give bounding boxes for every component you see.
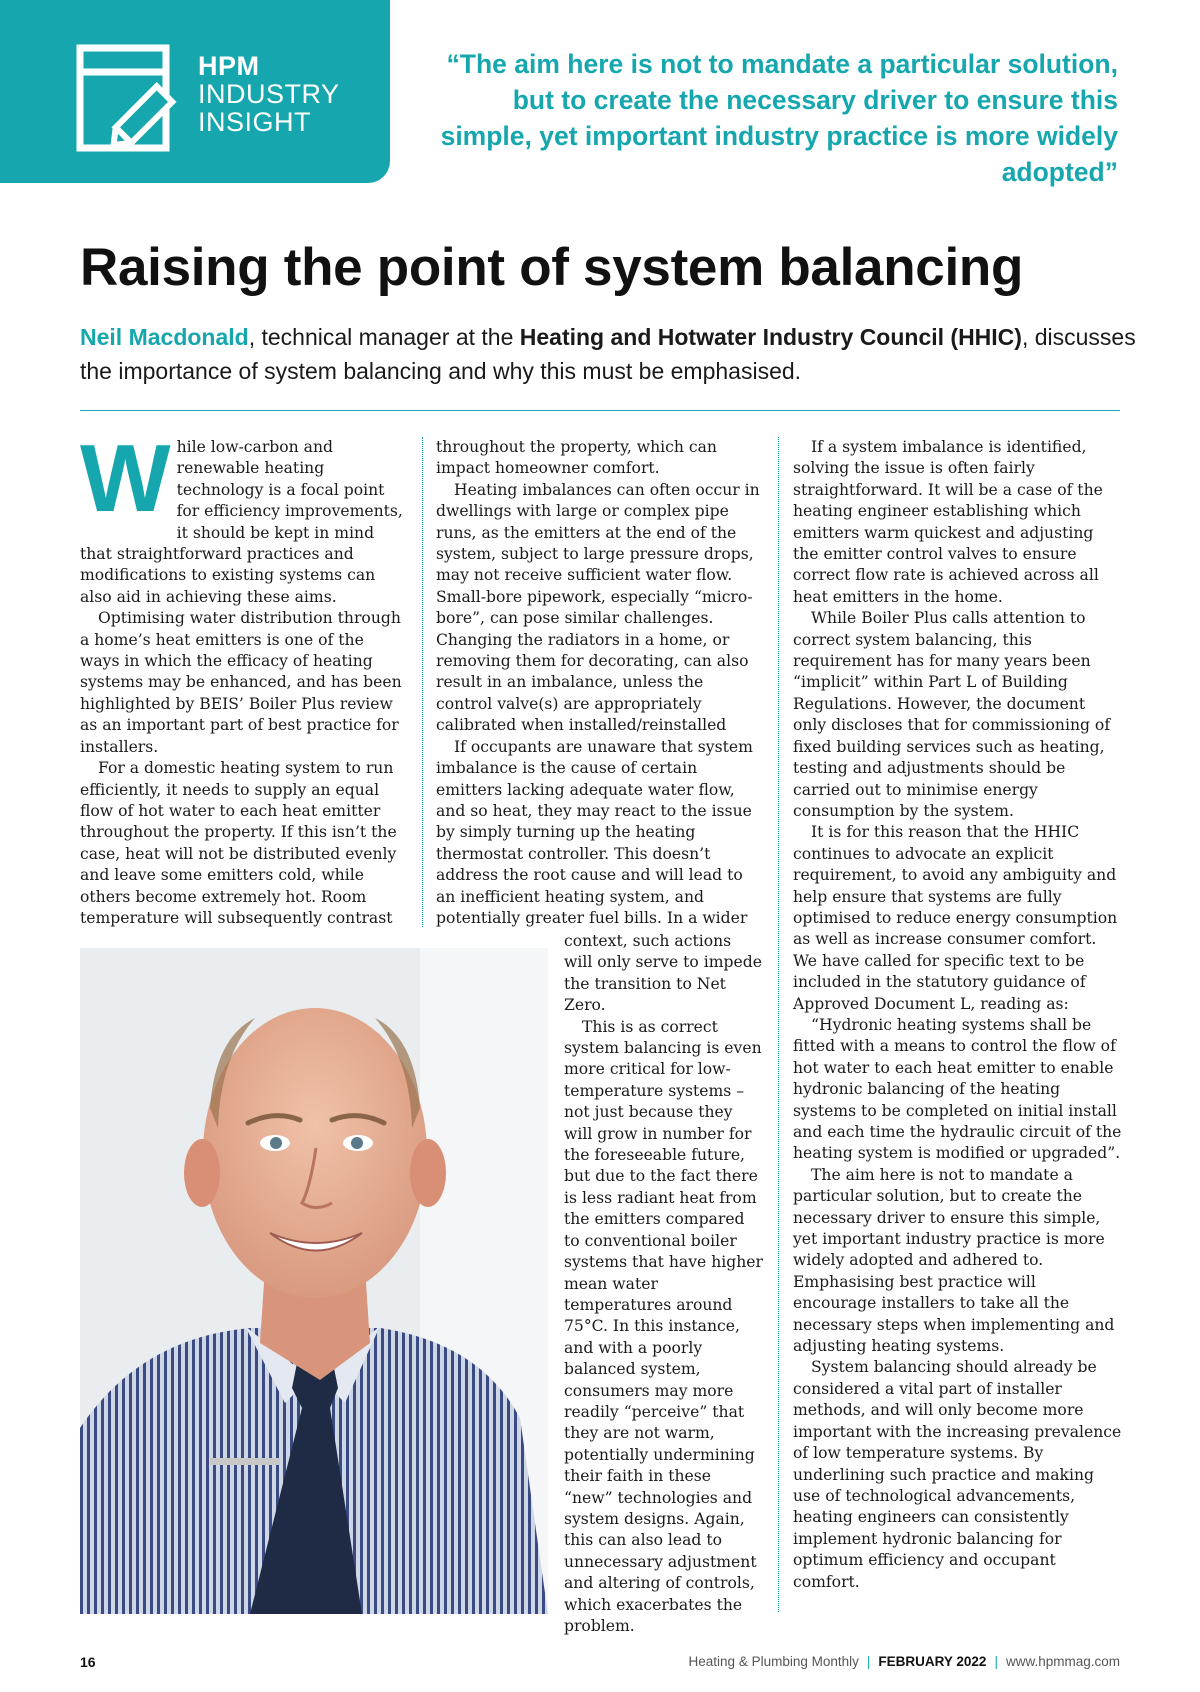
paragraph-text: hile low-carbon and renewable heating technology is a focal point for efficiency improvements, it should be kept in mind that straightforward practices and modifications to existing systems can also aid in achieving these aims. [80,438,403,606]
drop-cap: W [80,425,171,532]
header-divider [80,410,1120,411]
article-paragraph: The aim here is not to mandate a particular solution, but to create the necessary driver to ensure this simple, yet important industry practice is more widely adopted and adhered to. Emphasising best practice will encourage installers to take all the necessary steps when implementing and adjusting heating systems. [793,1165,1115,1356]
article-paragraph: It is for this reason that the HHIC continues to advocate an explicit requirement, to avoid any ambiguity and help ensure that systems are fully optimised to reduce energy consumption as well as increase consumer comfort. We have called for specific text to be included in the statutory guidance of Approved Document L, reading as: [793,823,1118,1013]
standfirst [80,320,1140,388]
article-paragraph: For a domestic heating system to run efficiently, it needs to supply an equal flow of hot water to each heat emitter throughout the property. If this isn’t the case, heat will not be distributed evenly and leave some emitters cold, while others become extremely hot. Room temperature will subsequently contrast [80,759,397,927]
article-paragraph: System balancing should already be considered a vital part of installer methods, and will only become more important with the increasing prevalence of low temperature systems. By underlining such practice and making use of technological advancements, heating engineers can consistently implement hydronic balancing for optimum efficiency and occupant comfort. [793,1358,1122,1591]
document-pencil-icon [76,44,186,154]
article-paragraph: throughout the property, which can impact homeowner comfort. [436,438,717,478]
column-divider [422,437,423,927]
brand-label [198,52,340,136]
website-link[interactable]: www.hpmmag.com [1005,1654,1120,1669]
article-paragraph [80,425,408,608]
footer-separator: | [994,1654,998,1669]
publication-name: Heating & Plumbing Monthly [688,1654,859,1669]
brand-line1: HPM [198,51,260,81]
footer-separator: | [866,1654,871,1669]
issue-date: FEBRUARY 2022 [878,1654,987,1669]
article-column-2 [436,437,764,929]
page-footer [80,1654,1120,1678]
column-divider [778,437,779,1612]
article-paragraph: If occupants are unaware that system imbalance is the cause of certain emitters lacking adequate water flow, and so heat, they may react to the issue by simply turning up the heating thermostat controller. This doesn’t address the root cause and will lead to an inefficient heating system, and potentially greater fuel bills. In a wider [436,737,753,927]
brand-line3: INSIGHT [198,107,312,137]
page-number: 16 [80,1654,96,1670]
brand-line2: INDUSTRY [198,79,340,109]
author-photo [80,948,548,1614]
article-paragraph: While Boiler Plus calls attention to correct system balancing, this requirement has for many years been “implicit” within Part L of Building Regulations. However, the document only discloses that for commissioning of fixed building services such as heating, testing and adjustments should be carried out to minimise energy consumption by the system. [793,609,1111,820]
portrait-illustration [80,948,548,1614]
article-paragraph: If a system imbalance is identified, solving the issue is often fairly straightforward. It will be a case of the heating engineer establishing which emitters warm quickest and adjusting the emitter control valves to ensure correct flow rate is achieved across all heat emitters in the home. [793,438,1103,606]
article-paragraph: Optimising water distribution through a home’s heat emitters is one of the ways in which the efficacy of heating systems may be enhanced, and has been highlighted by BEIS’ Boiler Plus review as an important part of best practice for installers. [80,609,402,756]
organisation-name: Heating and Hotwater Industry Council (HHIC) [519,324,1022,350]
article-column-1 [80,425,408,929]
page-title: Raising the point of system balancing [80,238,1024,297]
article-paragraph: This is as correct system balancing is even more critical for low-temperature systems – not just because they will grow in number for the foreseeable future, but due to the fact there is less radiant heat from the emitters compared to conventional boiler systems that have higher mean water temperatures around 75°C. In this instance, and with a poorly balanced system, consumers may more readily “perceive” that they are not warm, potentially undermining their faith in these “new” technologies and system designs. Again, this can also lead to unnecessary adjustment and altering of controls, which exacerbates the problem. [564,1017,763,1635]
standfirst-rest: , discusses the importance of system balancing and why this must be emphasised. [80,324,1136,384]
article-column-3 [793,437,1123,1593]
article-column-2-continued [564,931,764,1637]
article-paragraph: Heating imbalances can often occur in dwellings with large or complex pipe runs, as the emitters at the end of the system, subject to large pressure drops, may not receive sufficient water flow. Small-bore pipework, especially “micro-bore”, can pose similar challenges. Changing the radiators in a home, or removing them for decorating, can also result in an imbalance, unless the control valve(s) are appropriately calibrated when installed/reinstalled [436,480,760,735]
article-paragraph: “Hydronic heating systems shall be fitted with a means to control the flow of hot water to each heat emitter to enable hydronic balancing of the heating systems to be completed on initial install and each time the hydraulic circuit of the heating system is modified or upgraded”. [793,1015,1122,1163]
author-name: Neil Macdonald [80,324,249,350]
article-paragraph: context, such actions will only serve to impede the transition to Net Zero. [564,932,762,1015]
author-role: , technical manager at the [248,324,520,350]
footer-meta [689,1654,1120,1669]
pull-quote: “The aim here is not to mandate a particular solution, but to create the necessary driver to ensure this simple, yet important industry practice is more widely adopted” [440,49,1118,187]
brand-tab [0,0,390,183]
